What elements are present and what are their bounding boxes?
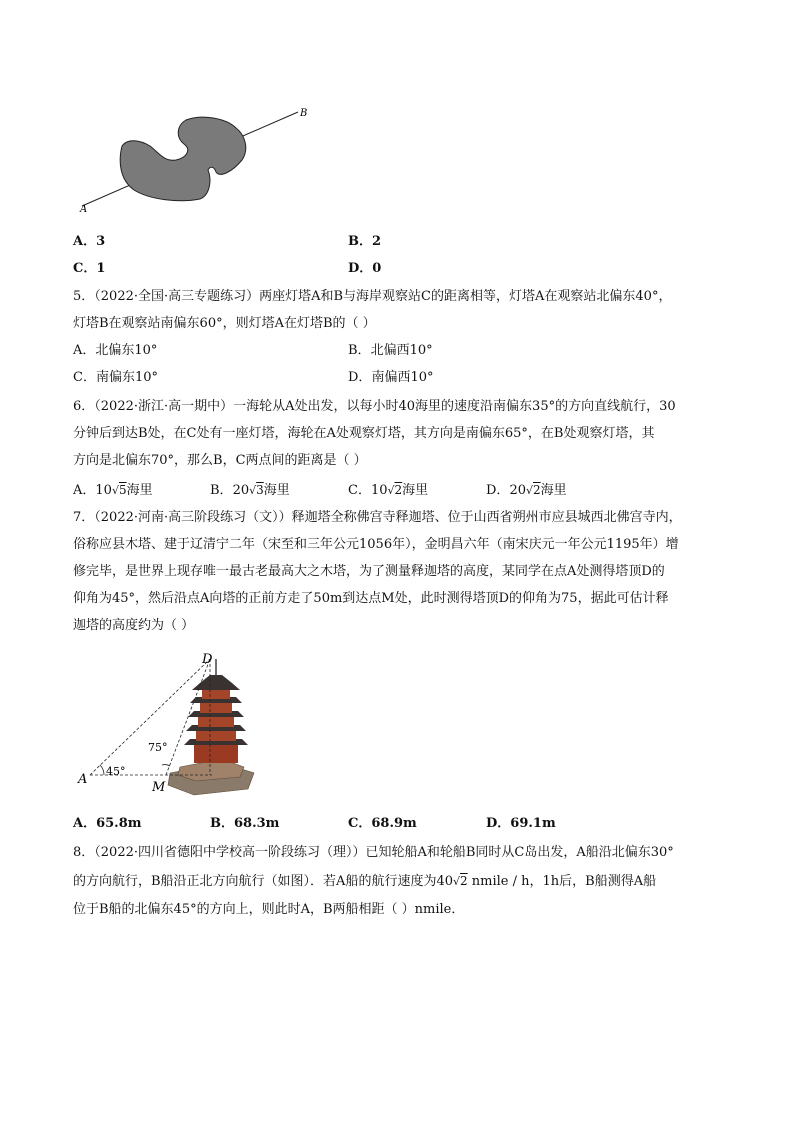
q5-stem-line-2: 灯塔B在观察站南偏东60°，则灯塔A在灯塔B的（ ） [73, 316, 376, 331]
q4-option-a: A．3 [73, 234, 106, 249]
q4-option-c: C．1 [73, 261, 106, 276]
q6-stem-line-1: 6．（2022·浙江·高一期中）一海轮从A处出发，以每小时40海里的速度沿南偏东35°的方向直线航行，30 [73, 399, 676, 414]
q5-option-b: B．北偏西10° [348, 343, 433, 358]
label-a: A [80, 204, 88, 215]
q7-stem-line-4: 仰角为45°，然后沿点A向塔的正前方走了50m到达点M处，此时测得塔顶D的仰角为75，据此可估计释 [73, 591, 669, 606]
pagoda-figure [72, 645, 272, 805]
q6-option-c: C．10√2海里 [348, 483, 429, 498]
q4-option-b: B．2 [348, 234, 382, 249]
q5-option-d: D．南偏西10° [348, 370, 434, 385]
q7-stem-line-5: 迦塔的高度约为（ ） [73, 618, 195, 633]
q7-option-a: A．65.8m [73, 816, 142, 831]
island-shape [120, 117, 246, 201]
q5-option-c: C．南偏东10° [73, 370, 158, 385]
angle-arc-a [100, 765, 104, 775]
angle-arc-m [162, 765, 170, 766]
q6-option-d: D．20√2海里 [486, 483, 567, 498]
q7-option-d: D．69.1m [486, 816, 556, 831]
q8-stem-line-2: 的方向航行，B船沿正北方向航行（如图）．若A船的航行速度为40√2 nmile / h，1h后，B船测得A船 [73, 874, 657, 889]
q4-option-d: D．0 [348, 261, 382, 276]
q7-stem-line-2: 俗称应县木塔、建于辽清宁二年（宋至和三年公元1056年），金明昌六年（南宋庆元一年公元1195年）增 [73, 537, 679, 552]
q7-stem-line-1: 7．（2022·河南·高三阶段练习（文））释迦塔全称佛宫寺释迦塔、位于山西省朔州市应县城西北佛宫寺内， [73, 510, 682, 525]
island-figure [70, 100, 330, 220]
q8-stem-line-3: 位于B船的北偏东45°的方向上，则此时A，B两船相距（ ）nmile． [73, 902, 465, 917]
q7-option-b: B．68.3m [210, 816, 280, 831]
q6-stem-line-2: 分钟后到达B处，在C处有一座灯塔，海轮在A处观察灯塔，其方向是南偏东65°，在B处观察灯塔，其 [73, 426, 655, 441]
label-d: D [202, 652, 213, 667]
q8-stem-line-1: 8．（2022·四川省德阳中学校高一阶段练习（理））已知轮船A和轮船B同时从C岛出发，A船沿北偏东30° [73, 845, 674, 860]
q5-stem-line-1: 5．（2022·全国·高三专题练习）两座灯塔A和B与海岸观察站C的距离相等，灯塔A在观察站北偏东40°， [73, 289, 672, 304]
label-a: A [78, 772, 88, 787]
q5-option-a: A．北偏东10° [73, 343, 158, 358]
q7-stem-line-3: 修完毕，是世界上现存唯一最古老最高大之木塔，为了测量释迦塔的高度，某同学在点A处测得塔顶D的 [73, 564, 665, 579]
q6-option-b: B．20√3海里 [210, 483, 290, 498]
q6-option-a: A．10√5海里 [73, 483, 153, 498]
label-m: M [152, 780, 166, 795]
label-b: B [300, 108, 308, 119]
angle-a-label: 45° [106, 765, 126, 778]
q7-option-c: C．68.9m [348, 816, 417, 831]
pagoda-tiers [184, 659, 248, 763]
q6-stem-line-3: 方向是北偏东70°，那么B，C两点间的距离是（ ） [73, 453, 367, 468]
angle-m-label: 75° [148, 741, 168, 754]
